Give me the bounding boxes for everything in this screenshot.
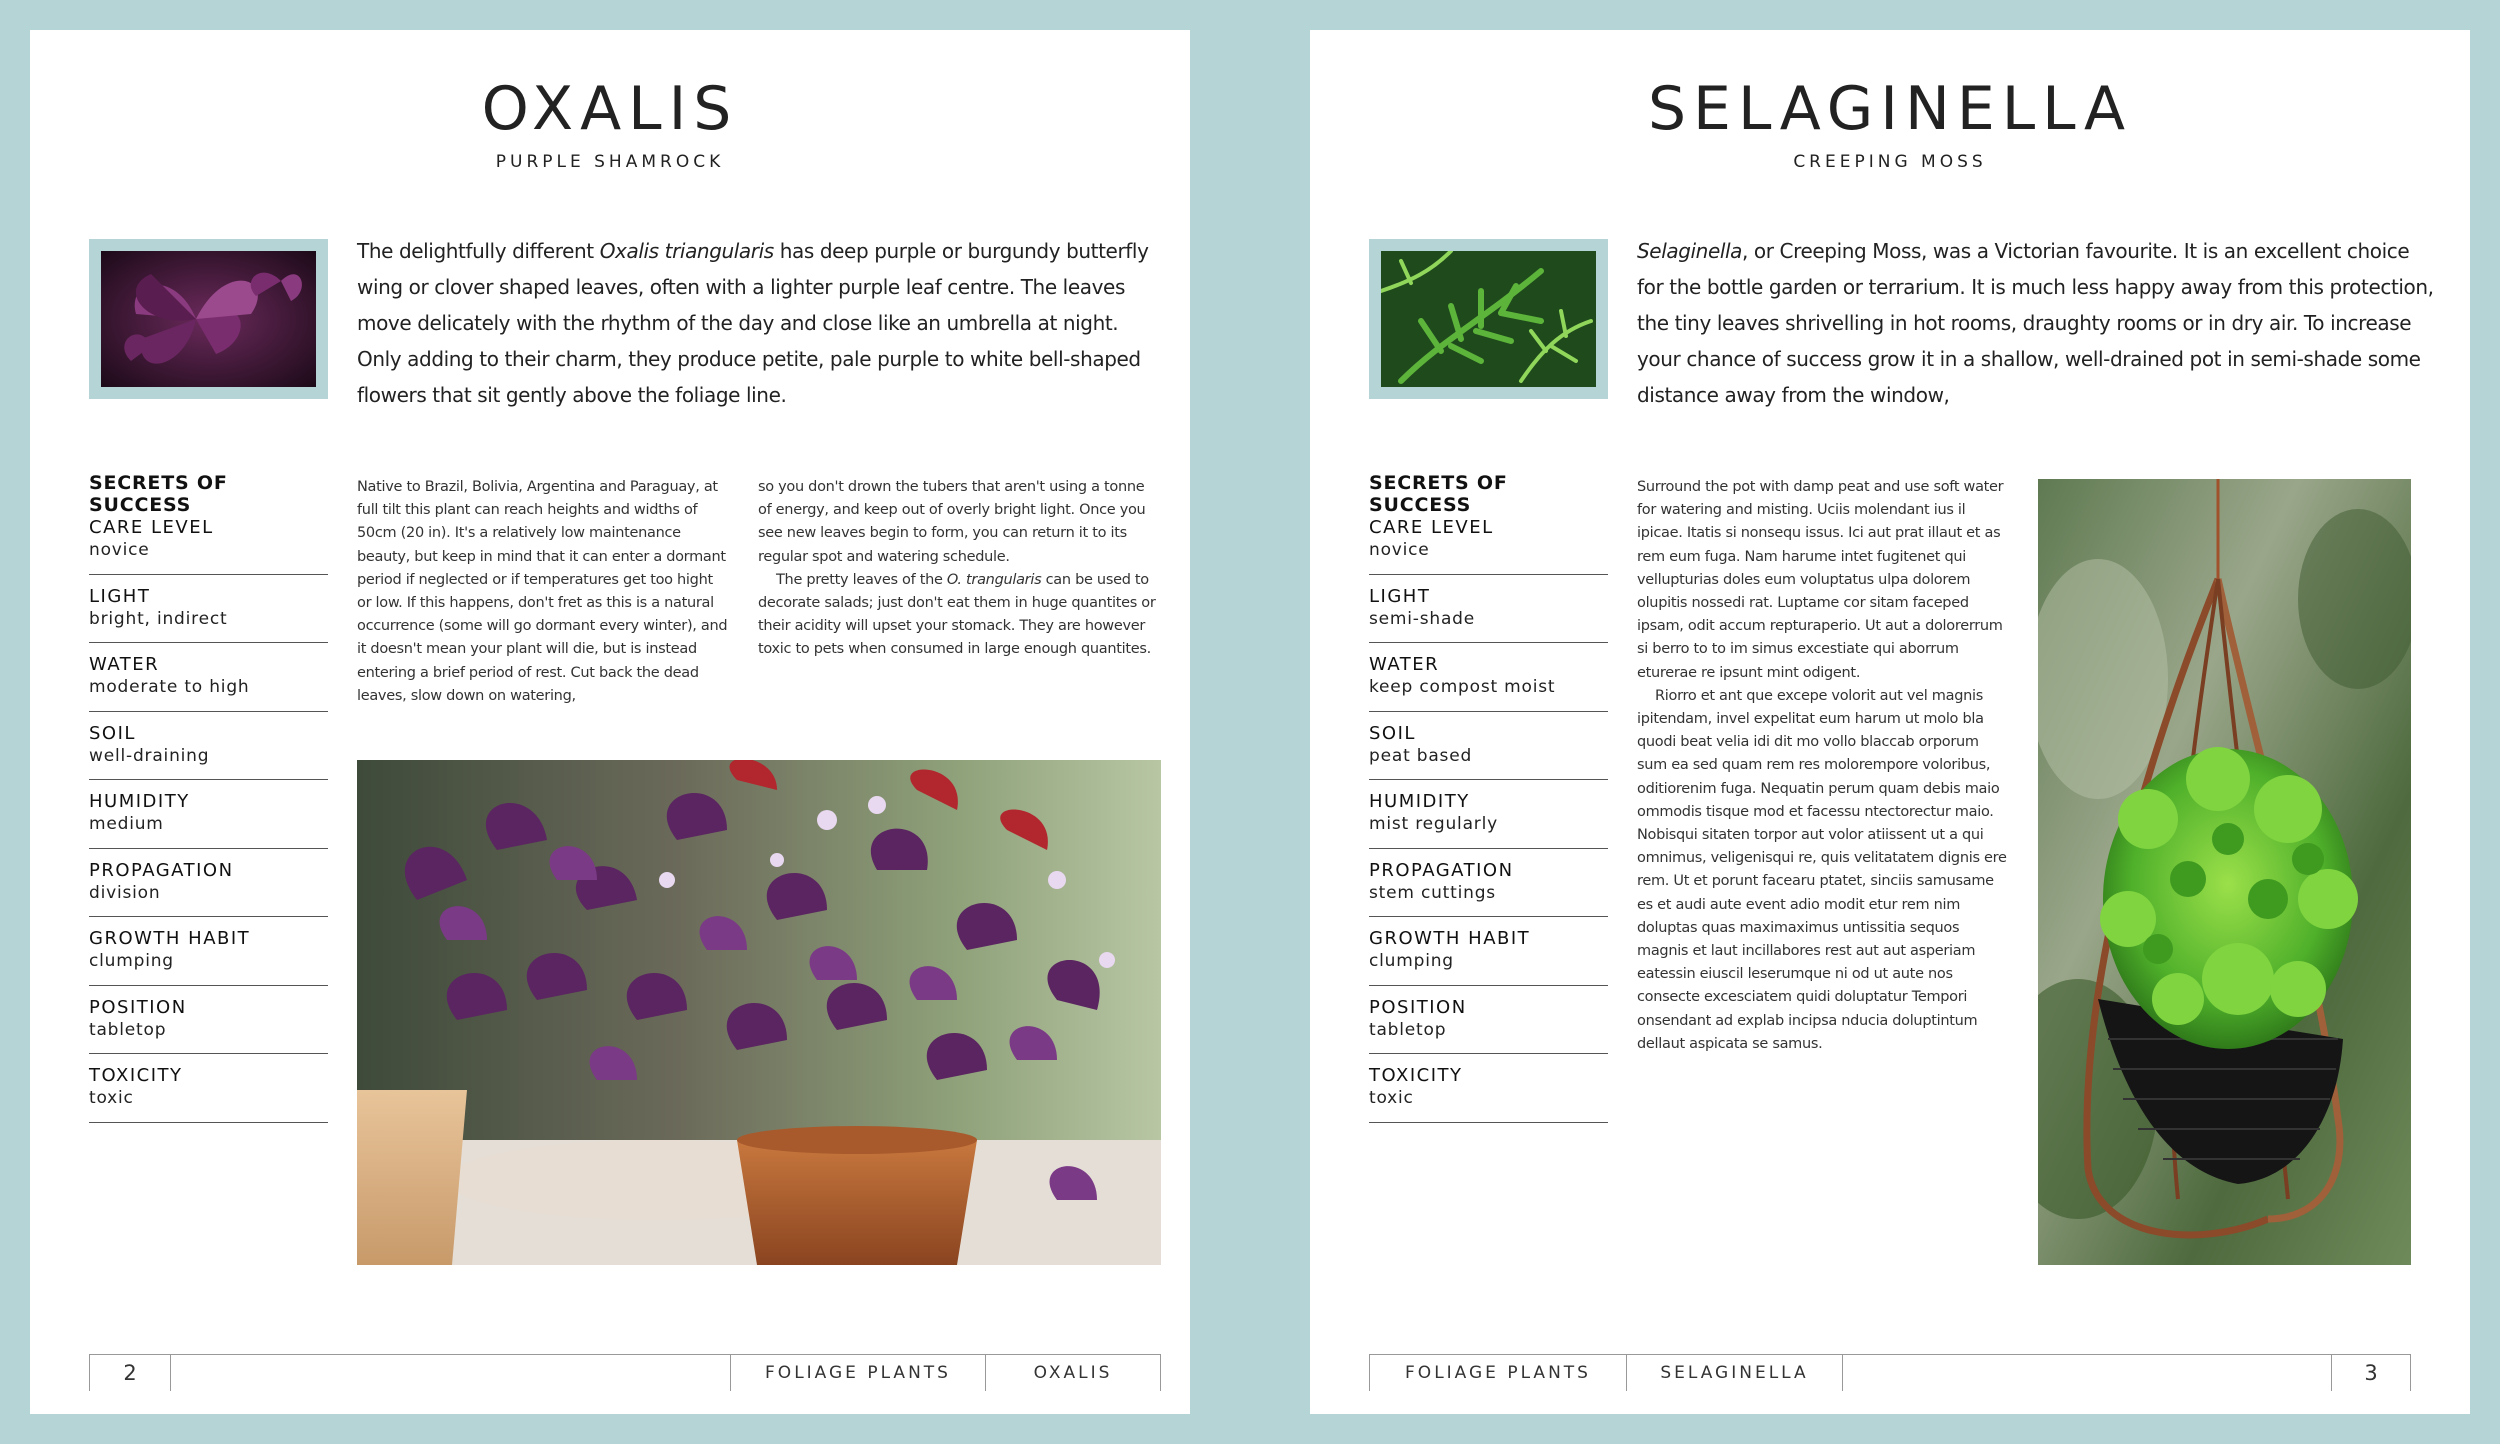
secret-value: toxic: [1369, 1088, 1414, 1108]
secrets-heading: SECRETS OF SUCCESS: [1369, 472, 1508, 516]
oxalis-thumbnail: [89, 239, 328, 399]
oxalis-photo: [357, 760, 1161, 1265]
intro-rest: has deep purple or burgundy butterfly wing or clover shaped leaves, often with a lighter purple leaf centre. The leaves move delicately with the rhythm of the day and close like an umbrella at night. Only adding to their charm, they produce petite, pale purple to white bell-shaped flowers that sit gently above the foliage line.: [357, 239, 1149, 407]
secret-label: WATER: [1369, 654, 1440, 675]
secret-label: CARE LEVEL: [89, 517, 214, 538]
secret-care-level: [89, 506, 328, 575]
secret-label: HUMIDITY: [1369, 791, 1470, 812]
secret-label: HUMIDITY: [89, 791, 190, 812]
intro-paragraph: [1637, 233, 2437, 413]
secret-light: [89, 575, 328, 644]
secret-label: GROWTH HABIT: [89, 928, 251, 949]
intro-italic: Selaginella: [1637, 239, 1743, 263]
page-subtitle: PURPLE SHAMROCK: [495, 152, 725, 172]
secret-care-level: [1369, 506, 1608, 575]
body-paragraph: Riorro et ant que excepe volorit aut vel magnis ipitendam, invel expelitat eum harum ut molo bla quodi beat velia idi dit mo vollo blaccab orporum sum ea sed quam rem res molorempore voloribus, oditiorenim fuga. Nequatin perum quam debis maio ommodis tisque mod et facessu ntectorectur maio. Nobisqui sitaten torpor aut volor atiissent ut a qui omnimus, veligenisqui re, quis velitatatem dignis ere rem. Ut et porunt facearu ptatet, sinciis samusame es et audi aute event adio modit etur rem nim doluptas quas maximaximus untissitia sequos magnis et laut incillabores rest aut aut asperiam eatessin eiuscil leserumque ni od ut aute nos consecte excesciatem quidi doluptatur Tempori onsendant ad explab incipsa nducia doluptintum dellaut aspicata se samus.: [1637, 687, 2007, 1052]
body-paragraph: so you don't drown the tubers that aren't using a tonne of energy, and keep out of overly bright light. Once you see new leaves begin to form, you can return it to its regular spot and watering schedule.: [758, 479, 1146, 565]
page-footer: [89, 1354, 1161, 1390]
secret-humidity: [1369, 780, 1608, 849]
selaginella-thumbnail-image: [1381, 251, 1596, 387]
secret-growth-habit: [1369, 917, 1608, 986]
intro-paragraph: [357, 233, 1157, 413]
secrets-of-success-panel: [1369, 472, 1608, 1123]
secret-toxicity: [89, 1054, 328, 1123]
paragraph-rest: can be used to decorate salads; just don't eat them in huge quantites or their acidity will upset your stomack. They are however toxic to pets when consumed in large enough quantites.: [758, 571, 1156, 658]
secret-value: mist regularly: [1369, 814, 1498, 834]
secret-value: moderate to high: [89, 677, 250, 697]
secret-value: stem cuttings: [1369, 882, 1496, 903]
footer-divider: [170, 1355, 171, 1391]
selaginella-thumbnail: [1369, 239, 1608, 399]
secret-soil: [1369, 712, 1608, 781]
secret-value: tabletop: [1369, 1019, 1447, 1040]
footer-section: FOLIAGE PLANTS: [730, 1355, 985, 1391]
body-column-1: [357, 476, 729, 708]
secret-value: novice: [89, 540, 150, 560]
secret-water: [89, 643, 328, 712]
footer-section: FOLIAGE PLANTS: [1369, 1355, 1626, 1391]
left-page: [30, 30, 1190, 1414]
page-number: 2: [89, 1355, 170, 1391]
secret-soil: [89, 712, 328, 781]
secret-value: clumping: [1369, 951, 1454, 971]
secret-value: toxic: [89, 1088, 134, 1108]
secret-toxicity: [1369, 1054, 1608, 1123]
intro-italic: Oxalis triangularis: [599, 239, 774, 263]
secret-label: POSITION: [89, 996, 187, 1018]
secret-label: PROPAGATION: [1369, 859, 1514, 881]
page-title: OXALIS: [481, 74, 739, 144]
secret-label: TOXICITY: [1369, 1065, 1463, 1086]
secret-value: tabletop: [89, 1019, 167, 1040]
secret-value: peat based: [1369, 745, 1473, 766]
paragraph-italic: O. trangularis: [946, 571, 1042, 588]
body-paragraph: Surround the pot with damp peat and use soft water for watering and misting. Uciis molendant ius il ipicae. Itatis si nonsequ issus. Ici aut prat illaut et as rem eum fuga. Nam harume intet fugitenet qui vellupturias doles eum voluptatus ulpa dolorem olupitis nossedi rat. Luptame cor sitam faceped ipsam, odit accum repturaperio. Ut aut a dolorerrum si berro to to im simus excestiate qui aborrum eturerae re ipsunt mint odigent.: [1637, 479, 2004, 681]
footer-chapter: SELAGINELLA: [1626, 1355, 1842, 1391]
secret-label: SOIL: [1369, 722, 1416, 744]
footer-divider: [1842, 1355, 1843, 1391]
secret-position: [89, 986, 328, 1055]
secret-label: LIGHT: [1369, 585, 1431, 607]
secret-propagation: [89, 849, 328, 918]
paragraph-lead: The pretty leaves of the: [776, 571, 947, 588]
secret-label: TOXICITY: [89, 1065, 183, 1086]
secret-value: bright, indirect: [89, 608, 228, 629]
secret-label: CARE LEVEL: [1369, 517, 1494, 538]
body-column-2: [758, 476, 1158, 662]
page-subtitle: CREEPING MOSS: [1793, 152, 1987, 172]
secret-propagation: [1369, 849, 1608, 918]
page-title: SELAGINELLA: [1647, 74, 2133, 144]
secret-label: POSITION: [1369, 996, 1467, 1018]
secret-value: novice: [1369, 540, 1430, 560]
secret-label: WATER: [89, 654, 160, 675]
body-paragraph: [758, 569, 1158, 662]
intro-lead: The delightfully different: [357, 239, 600, 263]
secret-humidity: [89, 780, 328, 849]
secret-value: well-draining: [89, 745, 210, 766]
oxalis-thumbnail-image: [101, 251, 316, 387]
intro-rest: , or Creeping Moss, was a Victorian favourite. It is an excellent choice for the bottle garden or terrarium. It is much less happy away from this protection, the tiny leaves shrivelling in hot rooms, draughty rooms or in dry air. To increase your chance of success grow it in a shallow, well-drained pot in semi-shade some distance away from the window,: [1637, 239, 2434, 407]
right-page: [1310, 30, 2470, 1414]
secret-value: division: [89, 882, 161, 903]
page-footer: [1369, 1354, 2411, 1390]
page-number: 3: [2331, 1355, 2411, 1391]
body-column: [1637, 476, 2009, 1056]
secret-value: semi-shade: [1369, 608, 1476, 629]
secret-value: medium: [89, 814, 164, 834]
secret-growth-habit: [89, 917, 328, 986]
secret-value: keep compost moist: [1369, 677, 1556, 697]
secret-label: GROWTH HABIT: [1369, 928, 1531, 949]
selaginella-photo: [2038, 479, 2411, 1265]
secret-position: [1369, 986, 1608, 1055]
secrets-heading: SECRETS OF SUCCESS: [89, 472, 228, 516]
secrets-of-success-panel: [89, 472, 328, 1123]
secret-label: LIGHT: [89, 585, 151, 607]
footer-chapter: OXALIS: [985, 1355, 1161, 1391]
secret-label: PROPAGATION: [89, 859, 234, 881]
secret-label: SOIL: [89, 722, 136, 744]
secret-water: [1369, 643, 1608, 712]
body-paragraph: Native to Brazil, Bolivia, Argentina and Paraguay, at full tilt this plant can reach heights and widths of 50cm (20 in). It's a relatively low maintenance beauty, but keep in mind that it can enter a dormant period if neglected or if temperatures get too hight or low. If this happens, don't fret as this is a natural occurrence (some will go dormant every winter), and it doesn't mean your plant will die, but is instead entering a brief period of rest. Cut back the dead leaves, slow down on watering,: [357, 479, 728, 704]
secret-light: [1369, 575, 1608, 644]
secret-value: clumping: [89, 951, 174, 971]
